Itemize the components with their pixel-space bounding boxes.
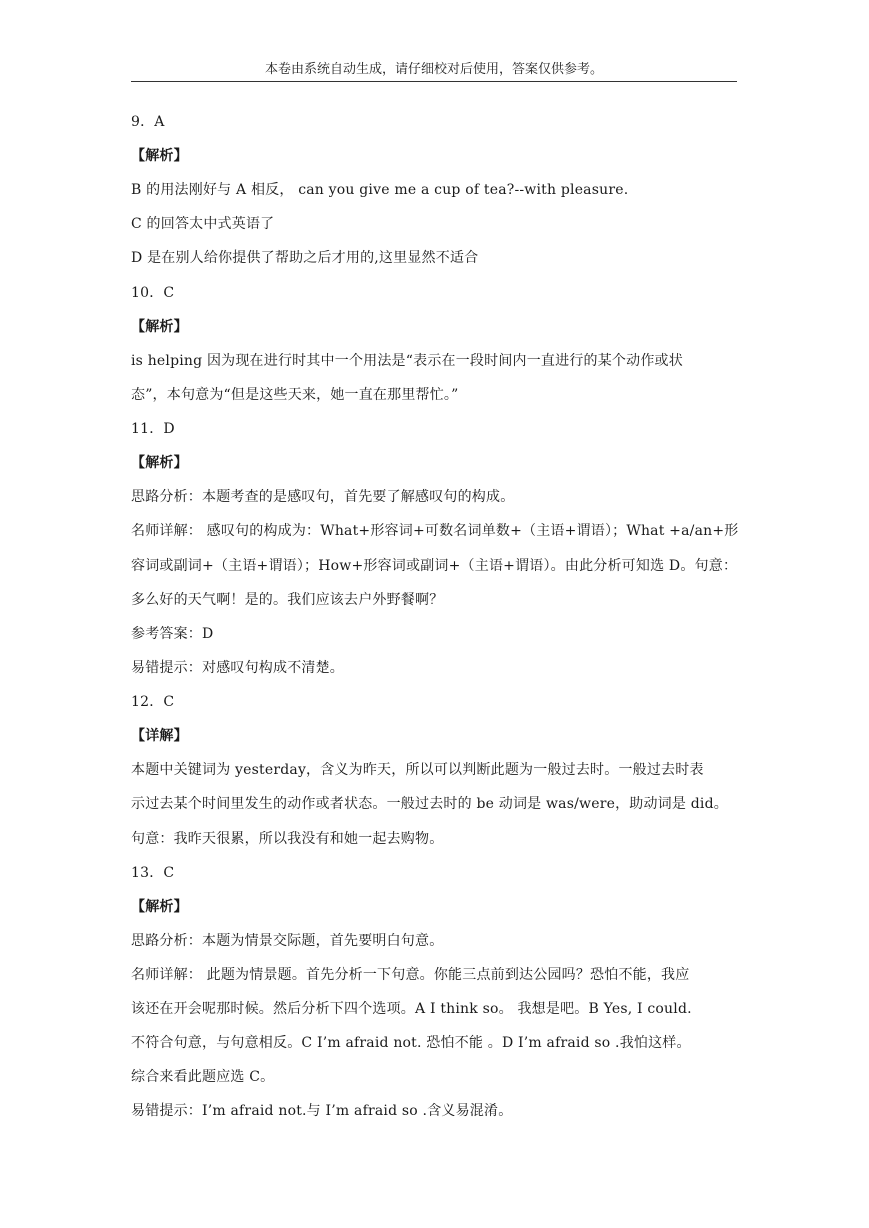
explanation-line: 综合来看此题应选 C。 (131, 1069, 275, 1085)
explanation-line: 示过去某个时间里发生的动作或者状态。一般过去时的 be 动词是 was/were，助动词是 did。 (131, 796, 728, 812)
explanation-line: 名师详解： 感叹句的构成为：What+形容词+可数名词单数+（主语+谓语）；What +a/an+形 (131, 523, 739, 539)
explanation-line: D 是在别人给你提供了帮助之后才用的,这里显然不适合 (131, 250, 479, 266)
header-rule (131, 81, 737, 82)
explanation-line: 态”，本句意为“但是这些天来，她一直在那里帮忙。” (131, 387, 459, 403)
section-label: 【解析】 (131, 899, 188, 915)
explanation-line: 该还在开会呢那时候。然后分析下四个选项。A I think so。 我想是吧。B Yes, I could. (131, 1001, 692, 1017)
question-number: 10．C (131, 285, 175, 301)
section-label: 【解析】 (131, 319, 188, 335)
explanation-line: 思路分析：本题考查的是感叹句，首先要了解感叹句的构成。 (131, 489, 515, 505)
explanation-line: is helping 因为现在进行时其中一个用法是“表示在一段时间内一直进行的某个动作或状 (131, 353, 683, 369)
question-number: 9．A (131, 114, 165, 130)
section-label: 【详解】 (131, 728, 188, 744)
answer-line: 参考答案：D (131, 626, 214, 642)
page-header: 本卷由系统自动生成，请仔细校对后使用，答案仅供参考。 (264, 62, 603, 77)
question-number: 11．D (131, 421, 175, 437)
question-number: 12．C (131, 694, 175, 710)
tip-line: 易错提示：I’m afraid not.与 I’m afraid so .含义易混淆。 (131, 1103, 513, 1119)
explanation-line: C 的回答太中式英语了 (131, 216, 275, 232)
explanation-line: 多么好的天气啊！是的。我们应该去户外野餐啊？ (131, 592, 444, 608)
section-label: 【解析】 (131, 148, 188, 164)
question-number: 13．C (131, 865, 175, 881)
explanation-line: 句意：我昨天很累，所以我没有和她一起去购物。 (131, 831, 444, 847)
explanation-line: 不符合句意，与句意相反。C I’m afraid not. 恐怕不能 。D I’m afraid so .我怕这样。 (131, 1035, 691, 1051)
explanation-line: B 的用法刚好与 A 相反， can you give me a cup of tea?--with pleasure. (131, 182, 629, 198)
section-label: 【解析】 (131, 455, 188, 471)
explanation-line: 思路分析：本题为情景交际题，首先要明白句意。 (131, 933, 444, 949)
explanation-line: 本题中关键词为 yesterday，含义为昨天，所以可以判断此题为一般过去时。一般过去时表 (131, 762, 704, 778)
explanation-line: 名师详解： 此题为情景题。首先分析一下句意。你能三点前到达公园吗？恐怕不能，我应 (131, 967, 690, 983)
tip-line: 易错提示：对感叹句构成不清楚。 (131, 660, 344, 676)
explanation-line: 容词或副词+（主语+谓语）；How+形容词或副词+（主语+谓语）。由此分析可知选 D。句意： (131, 558, 738, 574)
